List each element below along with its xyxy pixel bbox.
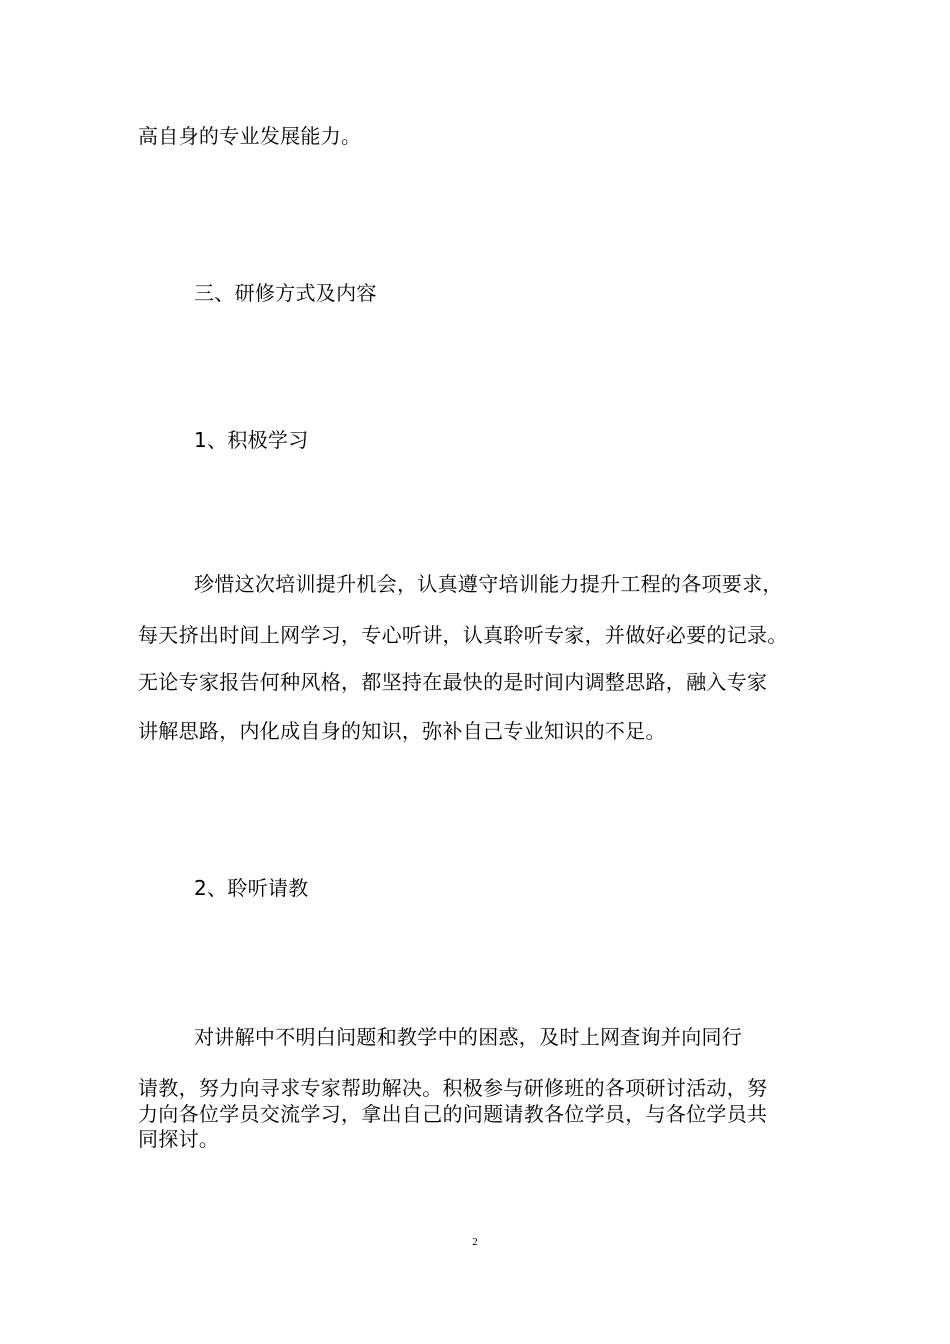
section-heading: 三、研修方式及内容: [194, 281, 377, 305]
paragraph-line: 无论专家报告何种风格，都坚持在最快的是时间内调整思路，融入专家: [138, 670, 768, 694]
paragraph-line: 每天挤出时间上网学习，专心听讲，认真聆听专家，并做好必要的记录。: [138, 623, 788, 647]
paragraph-line: 讲解思路，内化成自身的知识，弥补自己专业知识的不足。: [138, 719, 666, 743]
page-number: 2: [472, 1236, 478, 1248]
paragraph-line: 请教，努力向寻求专家帮助解决。积极参与研修班的各项研讨活动，努: [138, 1076, 768, 1100]
paragraph-line: 同探讨。: [138, 1127, 220, 1151]
paragraph-line: 高自身的专业发展能力。: [138, 124, 362, 148]
subsection-heading: 1、积极学习: [194, 428, 309, 452]
paragraph-line: 珍惜这次培训提升机会，认真遵守培训能力提升工程的各项要求，: [194, 572, 783, 596]
subsection-heading: 2、聆听请教: [194, 876, 309, 900]
paragraph-line: 力向各位学员交流学习，拿出自己的问题请教各位学员，与各位学员共: [138, 1102, 768, 1126]
paragraph-line: 对讲解中不明白问题和教学中的困惑，及时上网查询并向同行: [194, 1025, 743, 1049]
